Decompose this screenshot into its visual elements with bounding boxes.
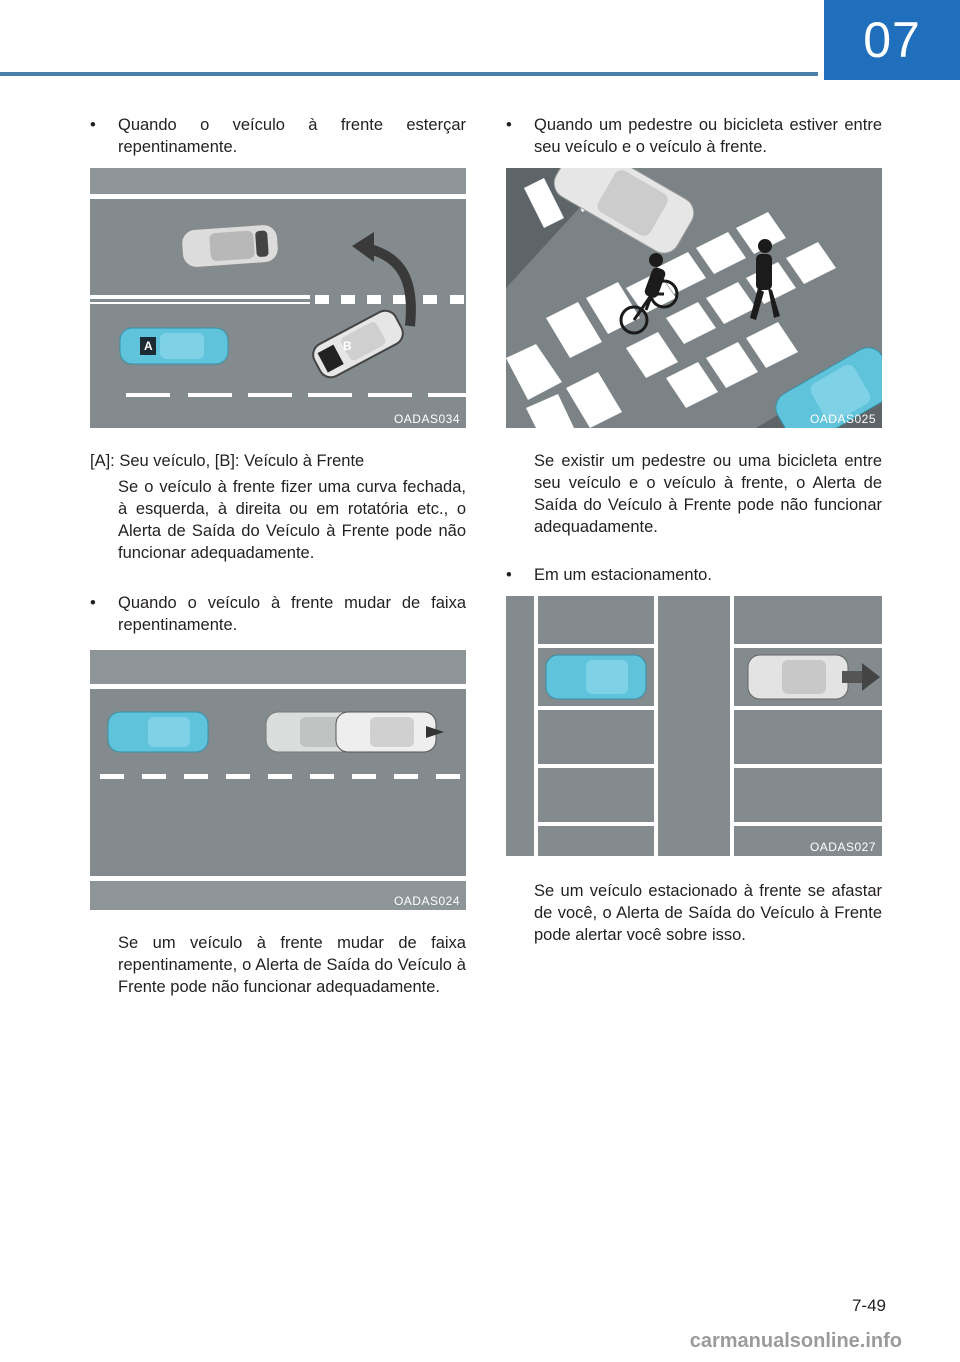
figure-crosswalk bbox=[506, 168, 882, 428]
header-rule bbox=[0, 72, 818, 76]
parking-lot-illustration bbox=[506, 596, 882, 856]
bullet-marker: • bbox=[90, 116, 96, 134]
watermark: carmanualsonline.info bbox=[689, 1330, 902, 1352]
list-item bbox=[506, 564, 882, 586]
bullet-marker: • bbox=[506, 566, 512, 584]
lane-change-illustration bbox=[90, 650, 466, 910]
paragraph: Se um veículo estacionado à frente se afastar de você, o Alerta de Saída do Veículo à Frente pode alertar você sobre isso. bbox=[534, 882, 882, 944]
figure-lane-change bbox=[90, 650, 466, 910]
crosswalk-illustration bbox=[506, 168, 882, 428]
figure-label-a: A bbox=[144, 339, 153, 353]
figure-code: OADAS034 bbox=[393, 412, 460, 426]
paragraph: Se existir um pedestre ou uma bicicleta entre seu veículo e o veículo à frente, o Alerta de Saída do Veículo à Frente pode não funcionar adequadamente. bbox=[534, 452, 882, 536]
bullet-marker: • bbox=[506, 116, 512, 134]
figure-label-b: B bbox=[343, 339, 352, 353]
bullet-marker: • bbox=[90, 594, 96, 612]
page-number: 7-49 bbox=[851, 1296, 886, 1315]
bullet-text: Quando um pedestre ou bicicleta estiver entre seu veículo e o veículo à frente. bbox=[534, 116, 882, 156]
figure-parking bbox=[506, 596, 882, 856]
paragraph: Se o veículo à frente fizer uma curva fechada, à esquerda, à direita ou em rotatória etc., o Alerta de Saída do Veículo à Frente pode não funcionar adequadamente. bbox=[118, 478, 466, 562]
figure-caption: [A]: Seu veículo, [B]: Veículo à Frente bbox=[90, 452, 365, 470]
bullet-text: Quando o veículo à frente esterçar repentinamente. bbox=[118, 116, 466, 156]
bullet-text: Quando o veículo à frente mudar de faixa repentinamente. bbox=[118, 594, 466, 634]
chapter-tab bbox=[824, 0, 960, 80]
chapter-number: 07 bbox=[863, 12, 921, 68]
paragraph: Se um veículo à frente mudar de faixa repentinamente, o Alerta de Saída do Veículo à Frente pode não funcionar adequadamente. bbox=[118, 934, 466, 996]
list-item bbox=[506, 114, 882, 158]
road-turn-illustration bbox=[90, 168, 466, 428]
figure-code: OADAS027 bbox=[809, 840, 876, 854]
figure-sharp-turn bbox=[90, 168, 466, 428]
list-item bbox=[90, 114, 466, 158]
bullet-text: Em um estacionamento. bbox=[534, 566, 712, 584]
list-item bbox=[90, 592, 466, 636]
figure-code: OADAS025 bbox=[809, 412, 876, 426]
figure-code: OADAS024 bbox=[393, 894, 460, 908]
